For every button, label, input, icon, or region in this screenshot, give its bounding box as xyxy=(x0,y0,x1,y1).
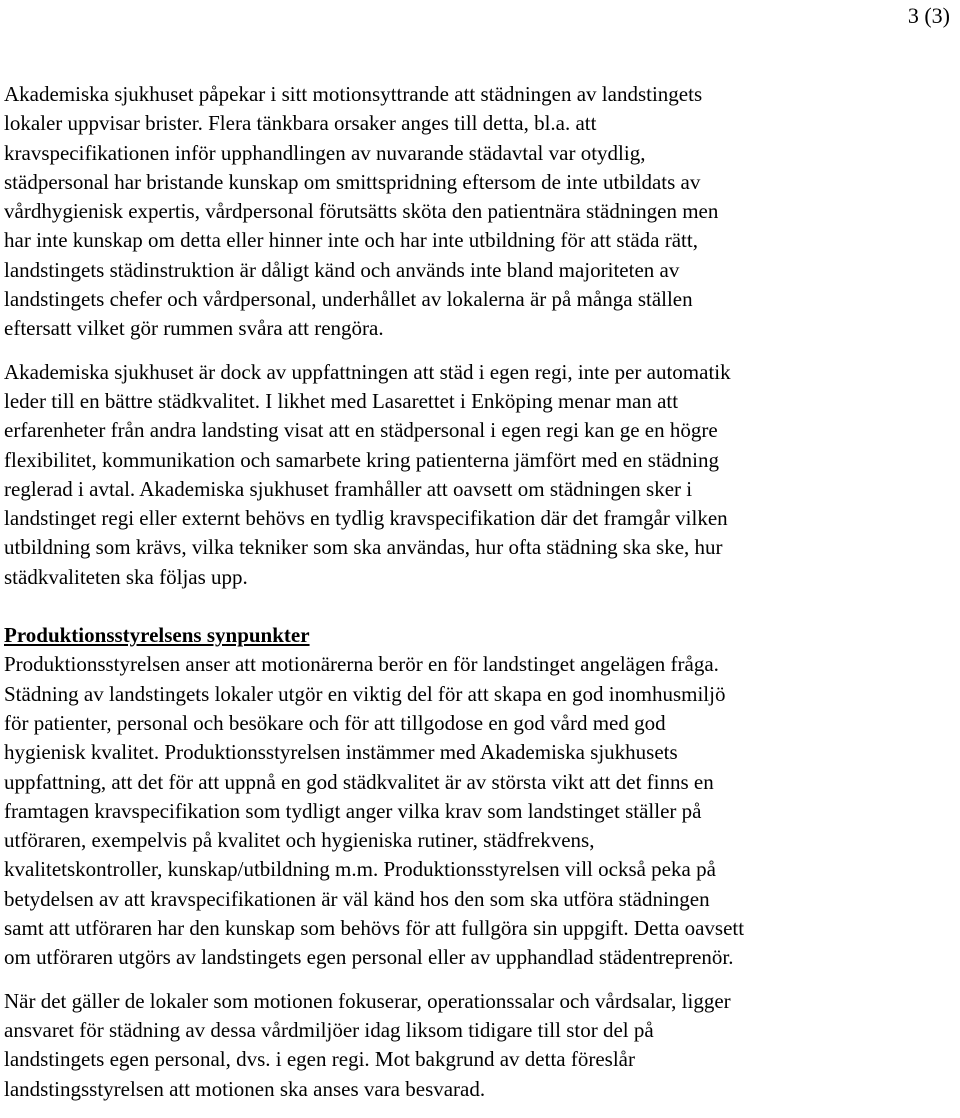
text-line: städpersonal har bristande kunskap om smittspridning eftersom de inte utbildats av xyxy=(4,169,701,194)
text-line: eftersatt vilket gör rummen svåra att rengöra. xyxy=(4,316,384,341)
section-heading: Produktionsstyrelsens synpunkter xyxy=(4,623,310,648)
text-line: har inte kunskap om detta eller hinner inte och har inte utbildning för att städa rätt, xyxy=(4,228,698,253)
paragraph-board-opinion xyxy=(4,650,934,972)
paragraph-conclusion xyxy=(4,987,934,1104)
text-line: utbildning som krävs, vilka tekniker som ska användas, hur ofta städning ska ske, hur xyxy=(4,535,723,560)
text-line: landstingsstyrelsen att motionen ska anses vara besvarad. xyxy=(4,1076,486,1101)
text-line: Städning av landstingets lokaler utgör en viktig del för att skapa en god inomhusmiljö xyxy=(4,681,726,706)
text-line: betydelsen av att kravspecifikationen är väl känd hos den som ska utföra städningen xyxy=(4,886,710,911)
text-line: leder till en bättre städkvalitet. I likhet med Lasarettet i Enköping menar man att xyxy=(4,388,679,413)
paragraph-own-regime xyxy=(4,358,934,592)
text-line: kvalitetskontroller, kunskap/utbildning m.m. Produktionsstyrelsen vill också peka på xyxy=(4,857,716,882)
text-line: lokaler uppvisar brister. Flera tänkbara orsaker anges till detta, bl.a. att xyxy=(4,111,597,136)
text-line: Produktionsstyrelsen anser att motionärerna berör en för landstinget angelägen fråga. xyxy=(4,652,719,677)
text-line: städkvaliteten ska följas upp. xyxy=(4,564,248,589)
text-line: erfarenheter från andra landsting visat att en städpersonal i egen regi kan ge en högre xyxy=(4,418,718,443)
paragraph-motion-response xyxy=(4,80,934,344)
text-line: landstingets egen personal, dvs. i egen regi. Mot bakgrund av detta föreslår xyxy=(4,1047,635,1072)
text-line: om utföraren utgörs av landstingets egen personal eller av upphandlad städentreprenör. xyxy=(4,945,734,970)
text-line: landstinget regi eller externt behövs en tydlig kravspecifikation där det framgår vilken xyxy=(4,506,728,531)
text-line: Akademiska sjukhuset är dock av uppfattningen att städ i egen regi, inte per automatik xyxy=(4,359,731,384)
text-line: flexibilitet, kommunikation och samarbete kring patienterna jämfört med en städning xyxy=(4,447,719,472)
text-line: hygienisk kvalitet. Produktionsstyrelsen instämmer med Akademiska sjukhusets xyxy=(4,740,678,765)
document-body xyxy=(4,80,934,1118)
text-line: landstingets städinstruktion är dåligt känd och används inte bland majoriteten av xyxy=(4,257,680,282)
text-line: framtagen kravspecifikation som tydligt anger vilka krav som landstinget ställer på xyxy=(4,798,702,823)
text-line: När det gäller de lokaler som motionen fokuserar, operationssalar och vårdsalar, ligger xyxy=(4,988,731,1013)
text-line: kravspecifikationen inför upphandlingen av nuvarande städavtal var otydlig, xyxy=(4,140,646,165)
text-line: uppfattning, att det för att uppnå en god städkvalitet är av största vikt att det finns en xyxy=(4,769,714,794)
page-number: 3 (3) xyxy=(907,3,950,28)
text-line: vårdhygienisk expertis, vårdpersonal förutsätts sköta den patientnära städningen men xyxy=(4,199,719,224)
text-line: utföraren, exempelvis på kvalitet och hygieniska rutiner, städfrekvens, xyxy=(4,828,595,853)
text-line: Akademiska sjukhuset påpekar i sitt motionsyttrande att städningen av landstingets xyxy=(4,82,703,106)
text-line: landstingets chefer och vårdpersonal, underhållet av lokalerna är på många ställen xyxy=(4,287,693,312)
text-line: samt att utföraren har den kunskap som behövs för att fullgöra sin uppgift. Detta oavsett xyxy=(4,916,745,941)
text-line: reglerad i avtal. Akademiska sjukhuset framhåller att oavsett om städningen sker i xyxy=(4,476,693,501)
text-line: ansvaret för städning av dessa vårdmiljöer idag liksom tidigare till stor del på xyxy=(4,1017,654,1042)
text-line: för patienter, personal och besökare och för att tillgodose en god vård med god xyxy=(4,710,666,735)
